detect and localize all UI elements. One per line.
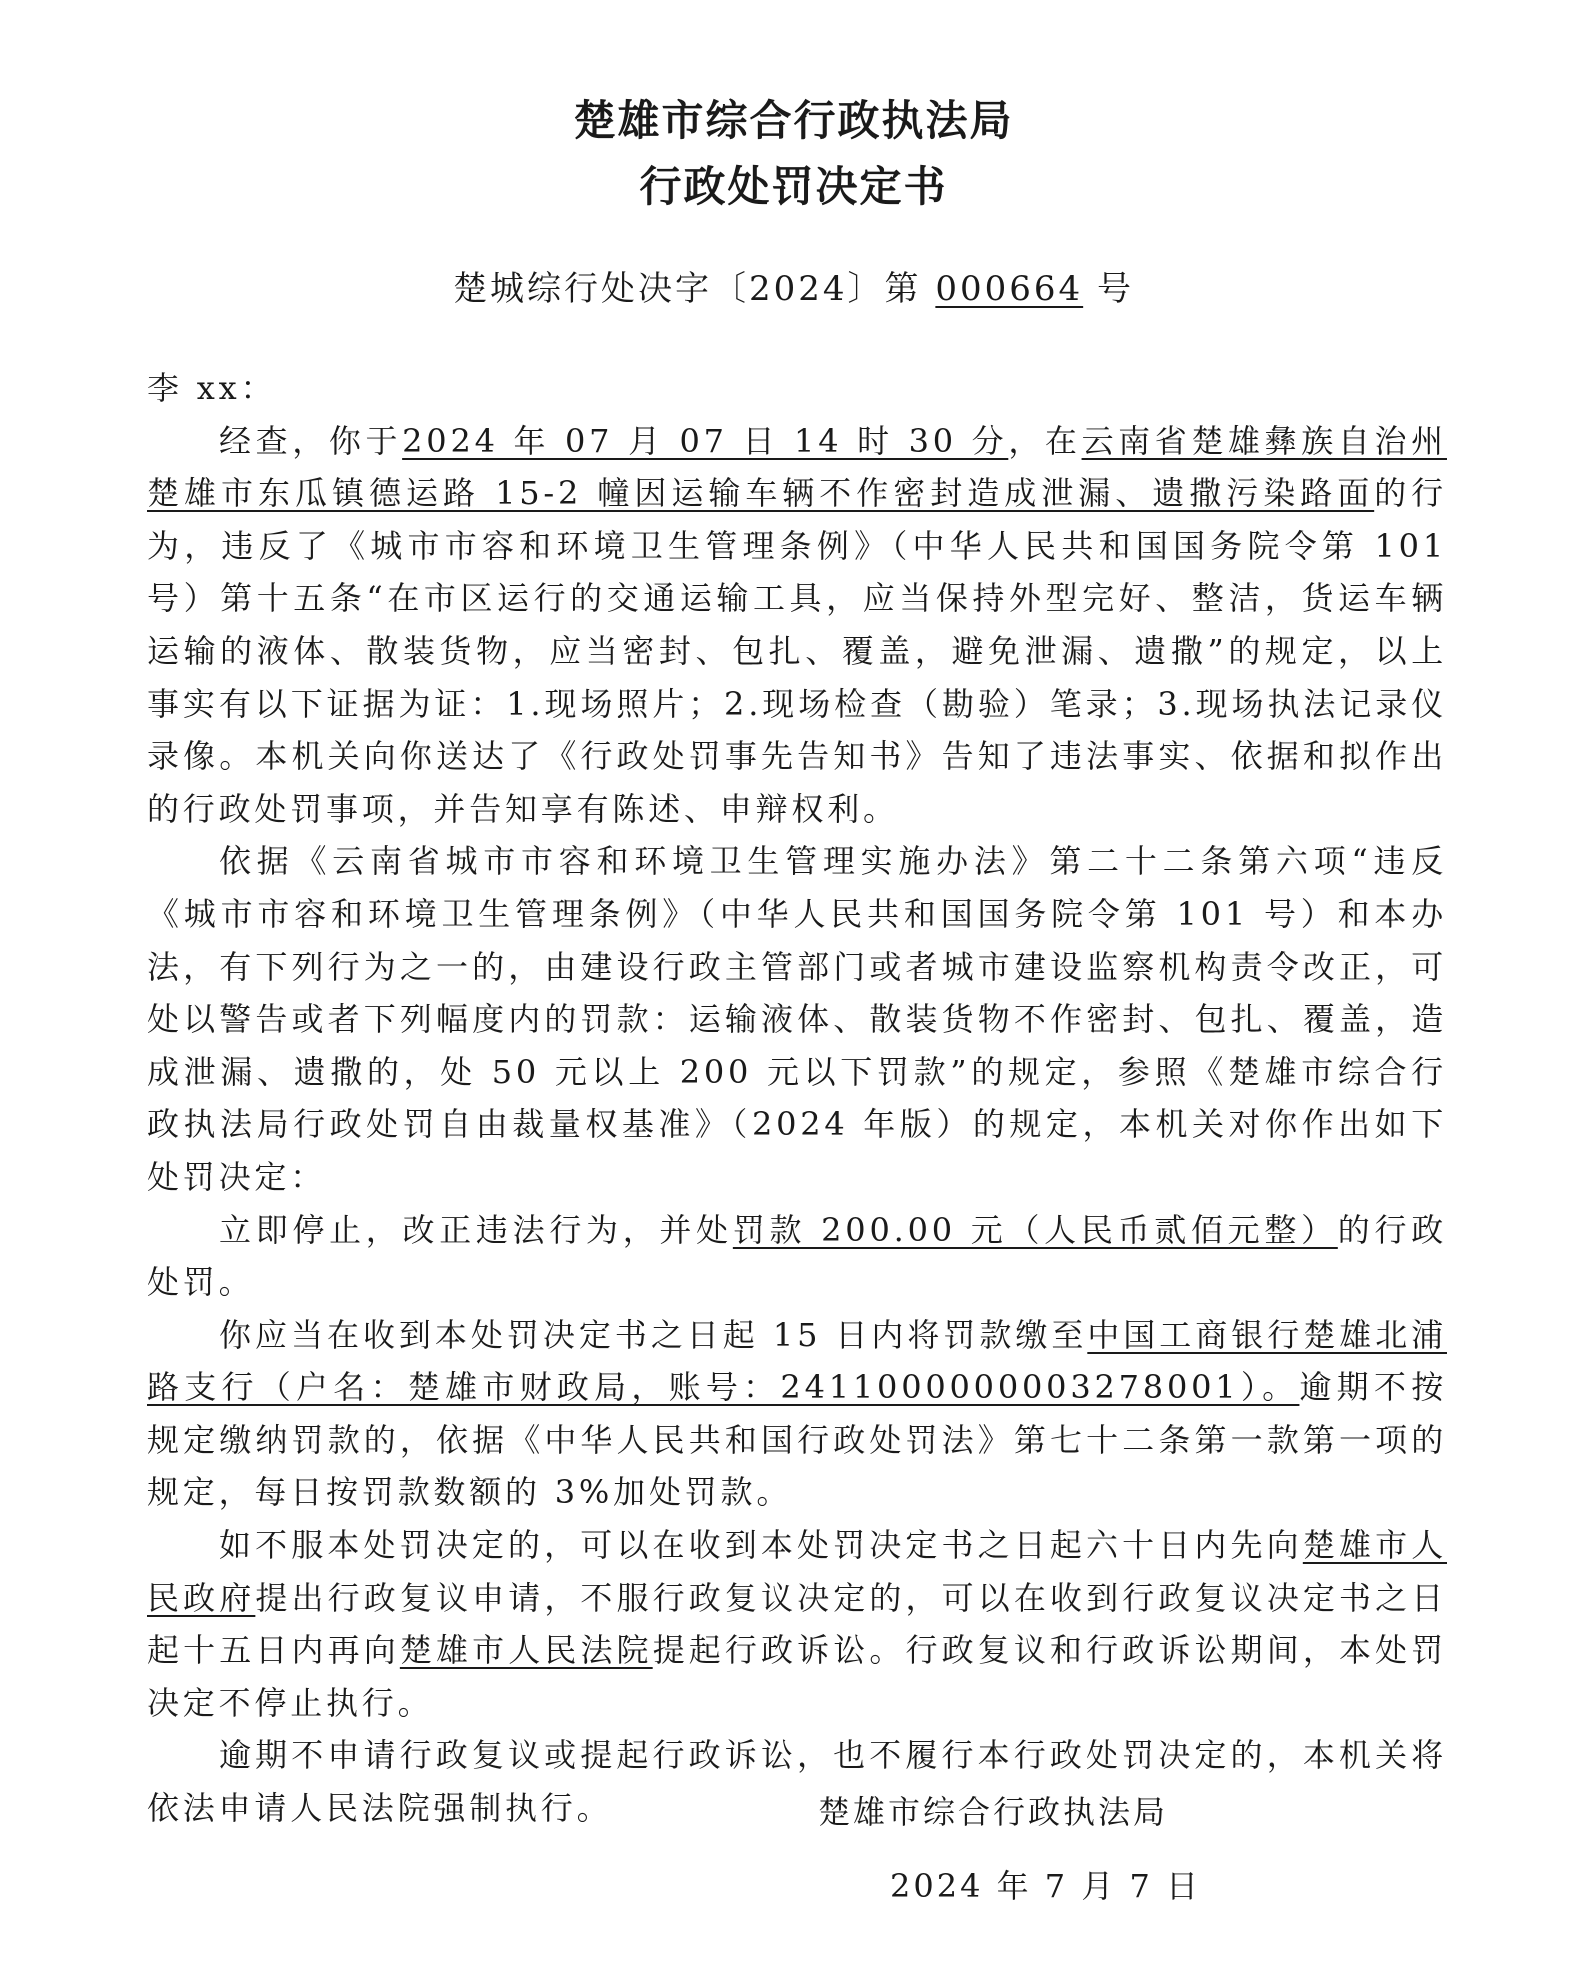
- appeal-middle: 提出行政复议申请，不服行政复议决定的，可以在收到行政复议决定书之日起十五日内再向: [147, 1578, 1447, 1670]
- late-payment-rule: 逾期不按规定缴纳罚款的，依据《中华人民共和国行政处罚法》第七十二条第一款第一项的规定，每日按罚款数额的 3%加处罚款。: [147, 1368, 1447, 1512]
- fine-amount: 罚款 200.00 元（人民币贰佰元整）: [732, 1210, 1338, 1249]
- recipient: 李 xx：: [147, 369, 277, 407]
- decision-paragraph: [147, 1204, 1447, 1309]
- document-title: 行政处罚决定书: [639, 162, 948, 211]
- facts-intro: 经查，你于: [219, 421, 403, 460]
- review-authority: 楚雄市人民政府: [147, 1526, 1447, 1617]
- appeal-paragraph: [147, 1519, 1447, 1729]
- decision-end: 的行政处罚。: [147, 1210, 1448, 1302]
- issuer-signature: 楚雄市综合行政执法局: [818, 1793, 1169, 1831]
- violation-place-and-act: 云南省楚雄彝族自治州楚雄市东瓜镇德运路 15-2 幢因运输车辆不作密封造成泄漏、遗撒污染路面: [147, 421, 1447, 513]
- violation-time: 2024 年 07 月 07 日 14 时 30 分: [402, 421, 1009, 460]
- legal-basis-paragraph: 依据《云南省城市市容和环境卫生管理实施办法》第二十二条第六项“违反《城市市容和环境卫生管理条例》（中华人民共和国国务院令第 101 号）和本办法，有下列行为之一的，由建设行政主管部门或者城市建设监察机构责令改正，可处以警告或者下列幅度内的罚款：运输液体、散装货物不作密封、包扎、覆盖，造成泄漏、遗撒的，处 50 元以上 200 元以下罚款”的规定，参照《楚雄市综合行政执法局行政处罚自由裁量权基准》（2024 年版）的规定，本机关对你作出如下处罚决定：: [147, 842, 1447, 1196]
- payment-bank-account: 中国工商银行楚雄北浦路支行（户名：楚雄市财政局，账号：2411000000003278001）。: [147, 1315, 1447, 1407]
- doc-no-prefix: 楚城综行处决字〔2024〕第: [453, 269, 922, 309]
- issuer-title: 楚雄市综合行政执法局: [573, 96, 1014, 145]
- decision-intro: 立即停止，改正违法行为，并处: [219, 1210, 733, 1249]
- document-number: [0, 269, 1587, 309]
- appeal-intro: 如不服本处罚决定的，可以在收到本处罚决定书之日起六十日内先向: [219, 1526, 1303, 1565]
- payment-paragraph: [147, 1309, 1447, 1519]
- appeal-end: 提起行政诉讼。行政复议和行政诉讼期间，本处罚决定不停止执行。: [147, 1631, 1447, 1722]
- facts-legal-basis: 的行为，违反了《城市市容和环境卫生管理条例》（中华人民共和国国务院令第 101 号）第十五条“在市区运行的交通运输工具，应当保持外型完好、整洁，货运车辆运输的液体、散装货物，应当密封、包扎、覆盖，避免泄漏、遗撒”的规定，以上事实有以下证据为证：1.现场照片；2.现场检查（勘验）笔录；3.现场执法记录仪录像。本机关向你送达了《行政处罚事先告知书》告知了违法事实、依据和拟作出的行政处罚事项，并告知享有陈述、申辩权利。: [147, 474, 1447, 828]
- enforcement-paragraph: 逾期不申请行政复议或提起行政诉讼，也不履行本行政处罚决定的，本机关将依法申请人民法院强制执行。: [147, 1736, 1447, 1828]
- issue-date: 2024 年 7 月 7 日: [890, 1867, 1202, 1905]
- facts-paragraph: [147, 415, 1447, 836]
- document-body: [147, 362, 1447, 1835]
- doc-no-value: 000664: [935, 269, 1084, 309]
- facts-connector: ，在: [1008, 421, 1082, 460]
- payment-intro: 你应当在收到本处罚决定书之日起 15 日内将罚款缴至: [219, 1315, 1088, 1354]
- litigation-court: 楚雄市人民法院: [399, 1631, 653, 1670]
- doc-no-suffix: 号: [1096, 269, 1134, 309]
